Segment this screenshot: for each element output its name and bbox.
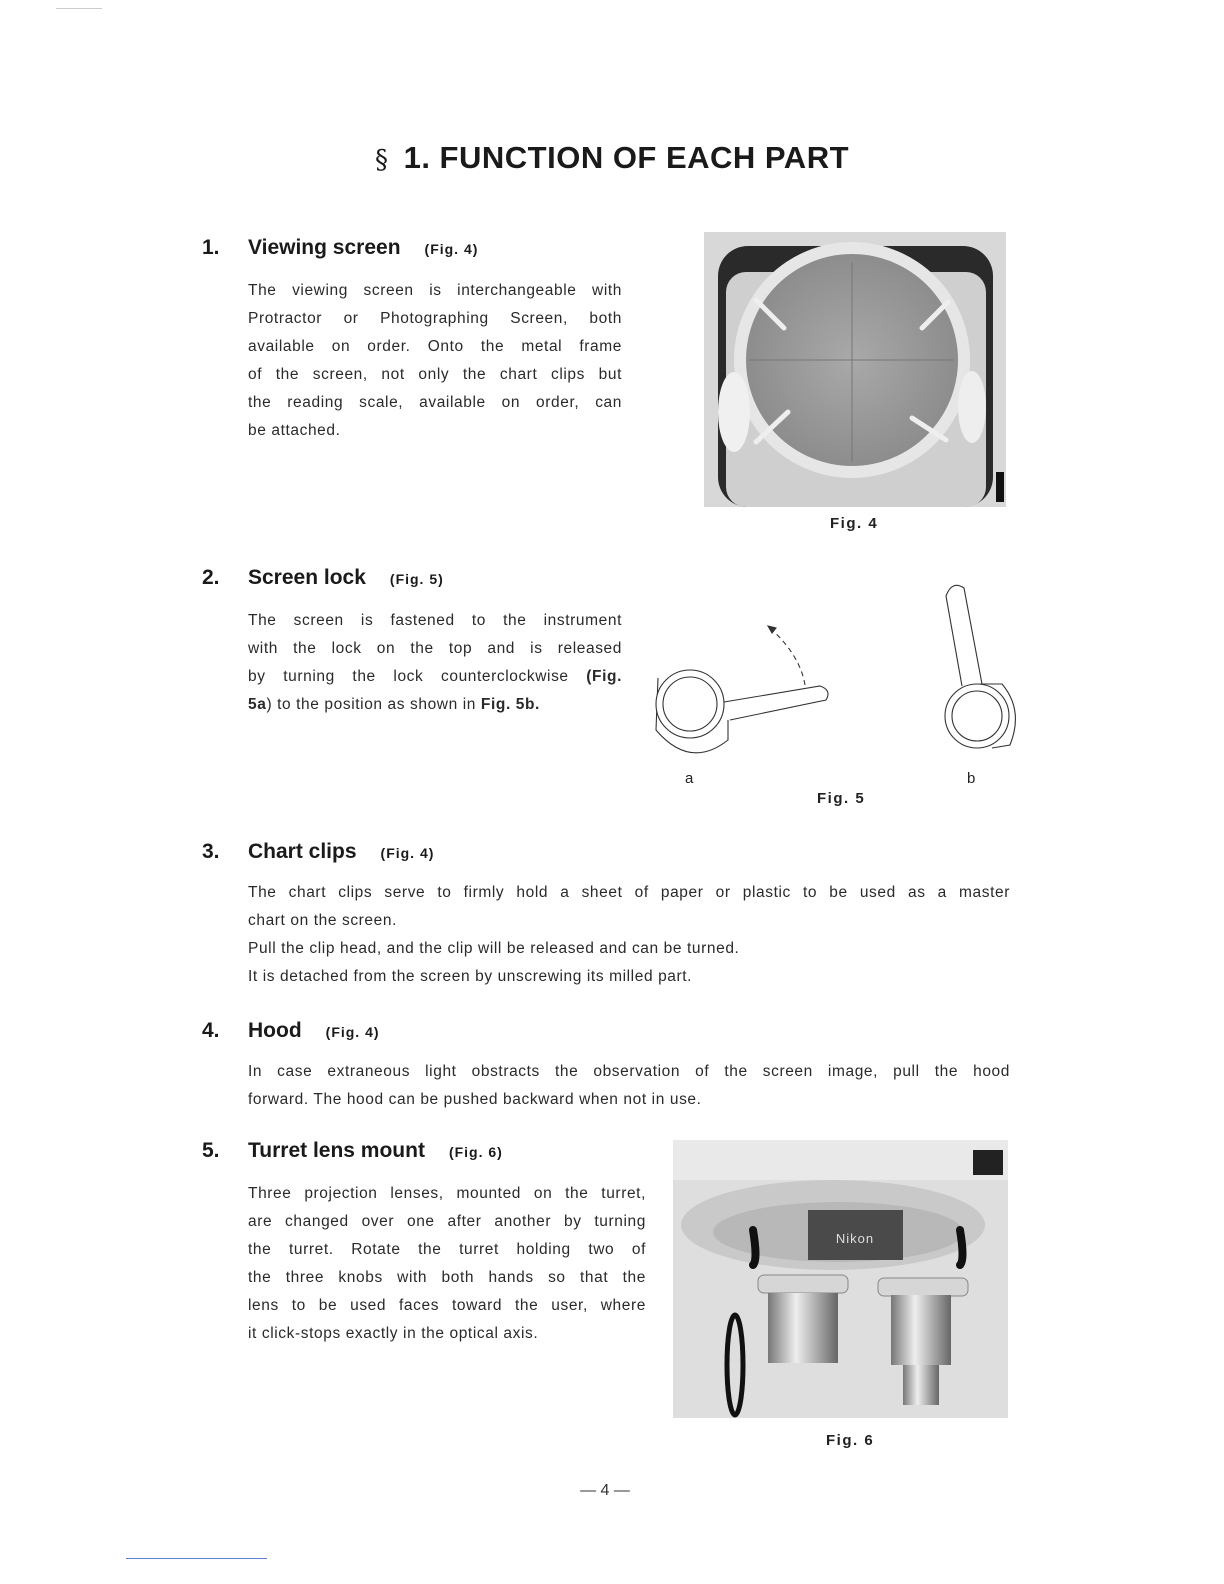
fig4-caption: Fig. 4 (830, 515, 879, 532)
top-rule (56, 8, 102, 9)
body-text: by turning the lock counterclockwise (248, 668, 587, 685)
section-3-heading (202, 840, 435, 864)
body-line: with the lock on the top and is released (248, 640, 622, 657)
section-title (248, 840, 434, 864)
section-2-body (248, 607, 622, 719)
fig-ref-inline: (Fig. (586, 668, 622, 685)
fig4-viewing-screen-photo (704, 232, 1006, 507)
section-2-heading (202, 566, 444, 590)
fig-ref: (Fig. 4) (380, 845, 435, 861)
bottom-rule (126, 1558, 267, 1559)
page-title-text: 1. FUNCTION OF EACH PART (403, 140, 850, 175)
section-number: 5. (202, 1139, 220, 1162)
body-line: are changed over one after another by turning (248, 1213, 646, 1230)
body-line: forward. The hood can be pushed backward when not in use. (248, 1091, 702, 1108)
section-5-heading (202, 1139, 503, 1163)
body-line: Protractor or Photographing Screen, both (248, 310, 622, 327)
section-4-heading (202, 1019, 380, 1043)
body-line: be attached. (248, 422, 341, 439)
section-title-text: Hood (248, 1019, 302, 1042)
body-line: chart on the screen. (248, 912, 397, 929)
body-line: Three projection lenses, mounted on the turret, (248, 1185, 646, 1202)
section-title (248, 566, 444, 590)
section-title-text: Viewing screen (248, 236, 401, 259)
nikon-logo: Nikon (835, 1231, 875, 1246)
fig5-label-a: a (685, 770, 694, 787)
fig5-screen-lock-drawing (640, 560, 1040, 760)
fig5-caption: Fig. 5 (817, 790, 866, 807)
section-number: 3. (202, 840, 220, 863)
body-line: the three knobs with both hands so that the (248, 1269, 646, 1286)
section-4-body (248, 1058, 1010, 1114)
section-title-text: Turret lens mount (248, 1139, 425, 1162)
section-title (248, 1019, 380, 1043)
section-number: 1. (202, 236, 220, 259)
body-text: ) to the position as shown in (266, 696, 481, 713)
body-line: it click-stops exactly in the optical axis. (248, 1325, 539, 1342)
fig6-caption: Fig. 6 (826, 1432, 875, 1449)
section-1-heading (202, 236, 479, 260)
body-line (248, 691, 622, 719)
lock-position-b (945, 585, 1015, 748)
fig-ref: (Fig. 4) (424, 241, 479, 257)
body-line: of the screen, not only the chart clips but (248, 366, 622, 383)
body-line: It is detached from the screen by unscrewing its milled part. (248, 968, 693, 985)
body-line: the reading scale, available on order, can (248, 394, 622, 411)
body-line: In case extraneous light obstracts the observation of the screen image, pull the hood (248, 1063, 1010, 1080)
body-line: available on order. Onto the metal frame (248, 338, 622, 355)
section-number: 2. (202, 566, 220, 589)
section-5-body (248, 1180, 646, 1348)
body-line (248, 663, 622, 691)
section-title (248, 236, 478, 260)
page-number: — 4 — (580, 1482, 630, 1499)
fig5-label-b: b (967, 770, 976, 787)
body-line: The chart clips serve to firmly hold a sheet of paper or plastic to be used as a master (248, 884, 1010, 901)
section-3-body (248, 879, 1010, 991)
fig6-turret-lens-photo (673, 1140, 1008, 1418)
section-1-body (248, 277, 622, 445)
body-line: the turret. Rotate the turret holding two of (248, 1241, 646, 1258)
section-title-text: Chart clips (248, 840, 357, 863)
lock-position-a (656, 626, 828, 753)
fig-ref: (Fig. 5) (389, 571, 444, 587)
section-title-text: Screen lock (248, 566, 366, 589)
fig-ref: (Fig. 6) (448, 1144, 503, 1160)
body-line: Pull the clip head, and the clip will be released and can be turned. (248, 940, 740, 957)
section-title (248, 1139, 503, 1163)
section-symbol: § (374, 145, 389, 175)
page-title (0, 140, 1224, 176)
body-line: The viewing screen is interchangeable with (248, 282, 622, 299)
fig-ref-inline: Fig. 5b. (480, 696, 540, 713)
fig-ref-inline: 5a (248, 696, 267, 713)
section-number: 4. (202, 1019, 220, 1042)
body-line: The screen is fastened to the instrument (248, 612, 622, 629)
body-line: lens to be used faces toward the user, where (248, 1297, 646, 1314)
fig-ref: (Fig. 4) (325, 1024, 380, 1040)
